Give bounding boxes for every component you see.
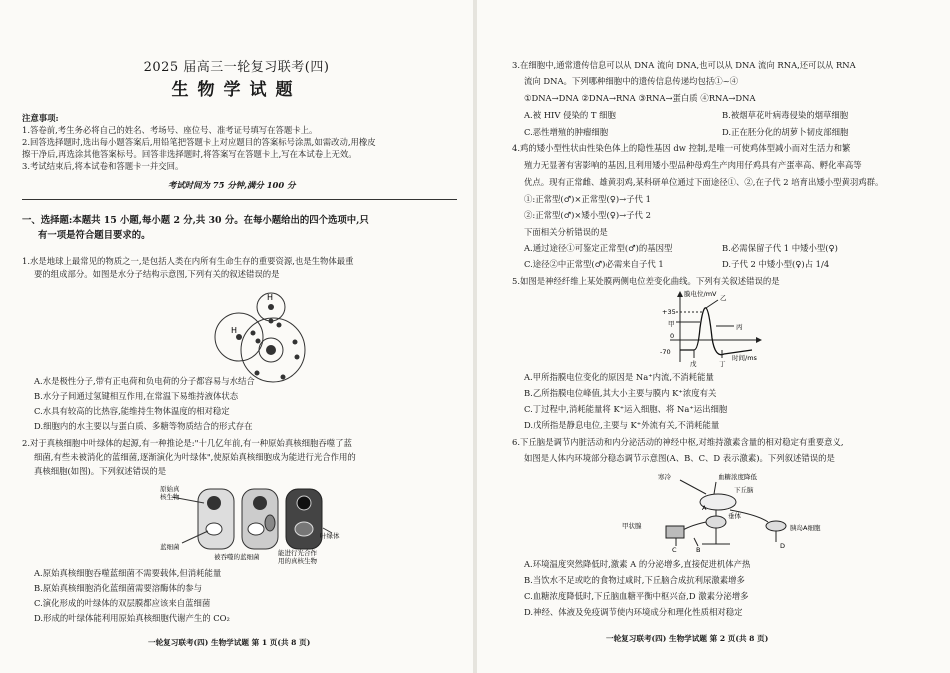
photosynthetic-label-2: 用的真核生物	[278, 557, 317, 565]
host-cell-label: 原始真	[160, 485, 180, 493]
q4-option: B.必需保留子代 1 中矮小型(♀)	[722, 243, 838, 253]
x-axis-label: 时间/ms	[732, 354, 757, 362]
wu-label: 戊	[690, 360, 697, 368]
q6-option: C.血糖浓度降低时,下丘脑血糖平衡中枢兴奋,D 激素分泌增多	[524, 591, 749, 601]
q2-option: D.形成的叶绿体能利用原始真核细胞代谢产生的 CO₂	[34, 613, 230, 623]
hormone-c-label: C	[672, 546, 677, 554]
q3-stem: 流向 DNA。下列哪种细胞中的遗传信息传递均包括①~④	[524, 76, 739, 86]
hormone-a-label: A	[702, 504, 707, 512]
q6-option: A.环境温度突然降低时,激素 A 的分泌增多,直接促进机体产热	[524, 559, 751, 569]
q5-option: A.甲所指膜电位变化的原因是 Na⁺内流,不消耗能量	[524, 372, 714, 382]
photosynthetic-label: 能进行光合作	[278, 549, 317, 557]
chloroplast-origin-figure	[160, 483, 350, 565]
q6-stem: 6.下丘脑是调节内脏活动和内分泌活动的神经中枢,对维持激素含量的相对稳定有重要意义,	[512, 437, 844, 447]
notice-heading: 注意事项:	[22, 113, 59, 123]
swallowed-cyano-label: 被吞噬的蓝细菌	[214, 553, 260, 561]
q2-stem: 细菌,有些未被消化的蓝细菌,逐渐演化为叶绿体",使原始真核细胞成为能进行光合作用的	[34, 452, 356, 462]
notice-item: 3.考试结束后,将本试卷和答题卡一并交回。	[22, 161, 184, 171]
q2-stem: 2.对于真核细胞中叶绿体的起源,有一种推论是:"十几亿年前,有一种原始真核细胞吞噬了蓝	[22, 438, 352, 448]
q1-option: A.水是极性分子,带有正电荷和负电荷的分子都容易与水结合	[34, 376, 255, 386]
q2-option: B.原始真核细胞消化蓝细菌需要溶酶体的参与	[34, 583, 202, 593]
hormone-d-label: D	[780, 542, 786, 550]
exam-time: 考试时间为 75 分钟,满分 100 分	[168, 180, 296, 190]
section-heading: 一、选择题:本题共 15 小题,每小题 2 分,共 30 分。在每小题给出的四个选项中,只	[22, 215, 369, 226]
pituitary-label: 垂体	[728, 512, 741, 520]
q5-stem: 5.如图是神经纤维上某处膜两侧电位差变化曲线。下列有关叙述错误的是	[512, 276, 780, 286]
q3-option: B.被烟草花叶病毒侵染的烟草细胞	[722, 110, 849, 120]
hormone-b-label: B	[696, 546, 701, 554]
jia-label: 甲	[668, 320, 675, 328]
q4-ask: 下面相关分析错误的是	[524, 227, 608, 237]
q1-option: B.水分子间通过氢键相互作用,在常温下易维持液体状态	[34, 391, 239, 401]
q4-stem: 殖力无显著有害影响的基因,且利用矮小型品种母鸡生产肉用仔鸡具有产蛋率高、孵化率高等	[524, 160, 862, 170]
section-heading: 有一项是符合题目要求的。	[38, 230, 151, 241]
q4-stem: 4.鸡的矮小型性状由性染色体上的隐性基因 dw 控制,是唯一可使鸡体型减小而对生活力和繁	[512, 143, 851, 153]
q1-option: D.细胞内的水主要以与蛋白质、多糖等物质结合的形式存在	[34, 421, 253, 431]
yi-label: 乙	[720, 294, 727, 302]
chloroplast-label: 叶绿体	[320, 532, 340, 540]
q1-stem: 要的组成部分。如图是水分子结构示意图,下列有关的叙述错误的是	[34, 269, 280, 279]
cold-label: 寒冷	[658, 473, 671, 481]
notice-item: 2.回答选择题时,选出每小题答案后,用铅笔把答题卡上对应题目的答案标号涂黑,如需改动,用橡皮	[22, 137, 376, 147]
q4-stem: 优点。现有正常雌、雄黄羽鸡,某科研单位通过下面途径①、②,在子代 2 培育出矮小型黄羽鸡群。	[524, 177, 884, 187]
q2-option: C.演化形成的叶绿体的双层膜都应该来自蓝细菌	[34, 598, 211, 608]
q3-option: A.被 HIV 侵染的 T 细胞	[524, 110, 616, 120]
exam-subtitle: 生物学试题	[171, 80, 302, 100]
q4-path: ①:正常型(♂)×正常型(♀)→子代 1	[524, 194, 651, 204]
bing-label: 丙	[736, 323, 743, 331]
ding-label: 丁	[719, 360, 726, 368]
page-footer: 一轮复习联考(四) 生物学试题 第 1 页(共 8 页)	[148, 638, 311, 647]
oxygen-label: O	[268, 338, 275, 347]
membrane-potential-figure	[640, 288, 780, 370]
q6-option: D.神经、体液及免疫调节使内环境成分和理化性质相对稳定	[524, 607, 743, 617]
q4-option: D.子代 2 中矮小型(♀)占 1/4	[722, 259, 830, 269]
host-cell-label-2: 核生物	[160, 493, 180, 501]
q1-stem: 1.水是地球上最常见的物质之一,是包括人类在内所有生命生存的重要资源,也是生物体最重	[22, 256, 354, 266]
q6-stem: 如图是人体内环境部分稳态调节示意图(A、B、C、D 表示激素)。下列叙述错误的是	[524, 453, 835, 463]
q5-option: B.乙所指膜电位峰值,其大小主要与膜内 K⁺浓度有关	[524, 388, 717, 398]
q5-option: C.丁过程中,消耗能量将 K⁺运入细胞、将 Na⁺运出细胞	[524, 404, 728, 414]
hydrogen-label: H	[231, 326, 238, 335]
notice-item: 1.答卷前,考生务必将自己的姓名、考场号、座位号、准考证号填写在答题卡上。	[22, 125, 318, 135]
cyanobacteria-label: 蓝细菌	[160, 543, 180, 551]
page-footer: 一轮复习联考(四) 生物学试题 第 2 页(共 8 页)	[606, 634, 769, 643]
q3-option: D.正在胚分化的胡萝卜韧皮部细胞	[722, 127, 849, 137]
q3-stem: 3.在细胞中,通常遗传信息可以从 DNA 流向 DNA,也可以从 DNA 流向 RNA,还可以从 RNA	[512, 60, 856, 70]
q2-option: A.原始真核细胞吞噬蓝细菌不需要载体,但消耗能量	[34, 568, 222, 578]
glucose-label: 血糖浓度降低	[718, 473, 757, 481]
q2-stem: 真核细胞(如图)。下列叙述错误的是	[34, 466, 167, 476]
q4-option: C.途径②中正常型(♂)必需来自子代 1	[524, 259, 664, 269]
q1-option: C.水具有较高的比热容,能维持生物体温度的相对稳定	[34, 406, 230, 416]
homeostasis-diagram	[618, 470, 838, 554]
y-axis-label: 膜电位/mV	[684, 290, 717, 298]
thyroid-label: 甲状腺	[622, 522, 642, 530]
q3-option: C.恶性增殖的肿瘤细胞	[524, 127, 609, 137]
q4-path: ②:正常型(♂)×矮小型(♀)→子代 2	[524, 210, 651, 220]
exam-title: 2025 届高三一轮复习联考(四)	[143, 60, 330, 75]
hydrogen-label: H	[267, 293, 274, 302]
notice-item: 擦干净后,再选涂其他答案标号。回答非选择题时,将答案写在答题卡上,写在本试卷上无效。	[22, 149, 357, 159]
islet-label: 胰岛A细胞	[790, 524, 821, 532]
tick-label: +35	[662, 308, 676, 316]
q6-option: B.当饮水不足或吃的食物过咸时,下丘脑合成抗利尿激素增多	[524, 575, 745, 585]
hypothalamus-label: 下丘脑	[734, 486, 754, 494]
tick-label: 0	[670, 332, 675, 340]
q5-option: D.戊所指是静息电位,主要与 K⁺外流有关,不消耗能量	[524, 420, 720, 430]
tick-label: -70	[660, 348, 671, 356]
divider	[22, 199, 457, 200]
q3-list: ①DNA→DNA ②DNA→RNA ③RNA→蛋白质 ④RNA→DNA	[524, 93, 756, 103]
q4-option: A.通过途径①可鉴定正常型(♂)的基因型	[524, 243, 673, 253]
